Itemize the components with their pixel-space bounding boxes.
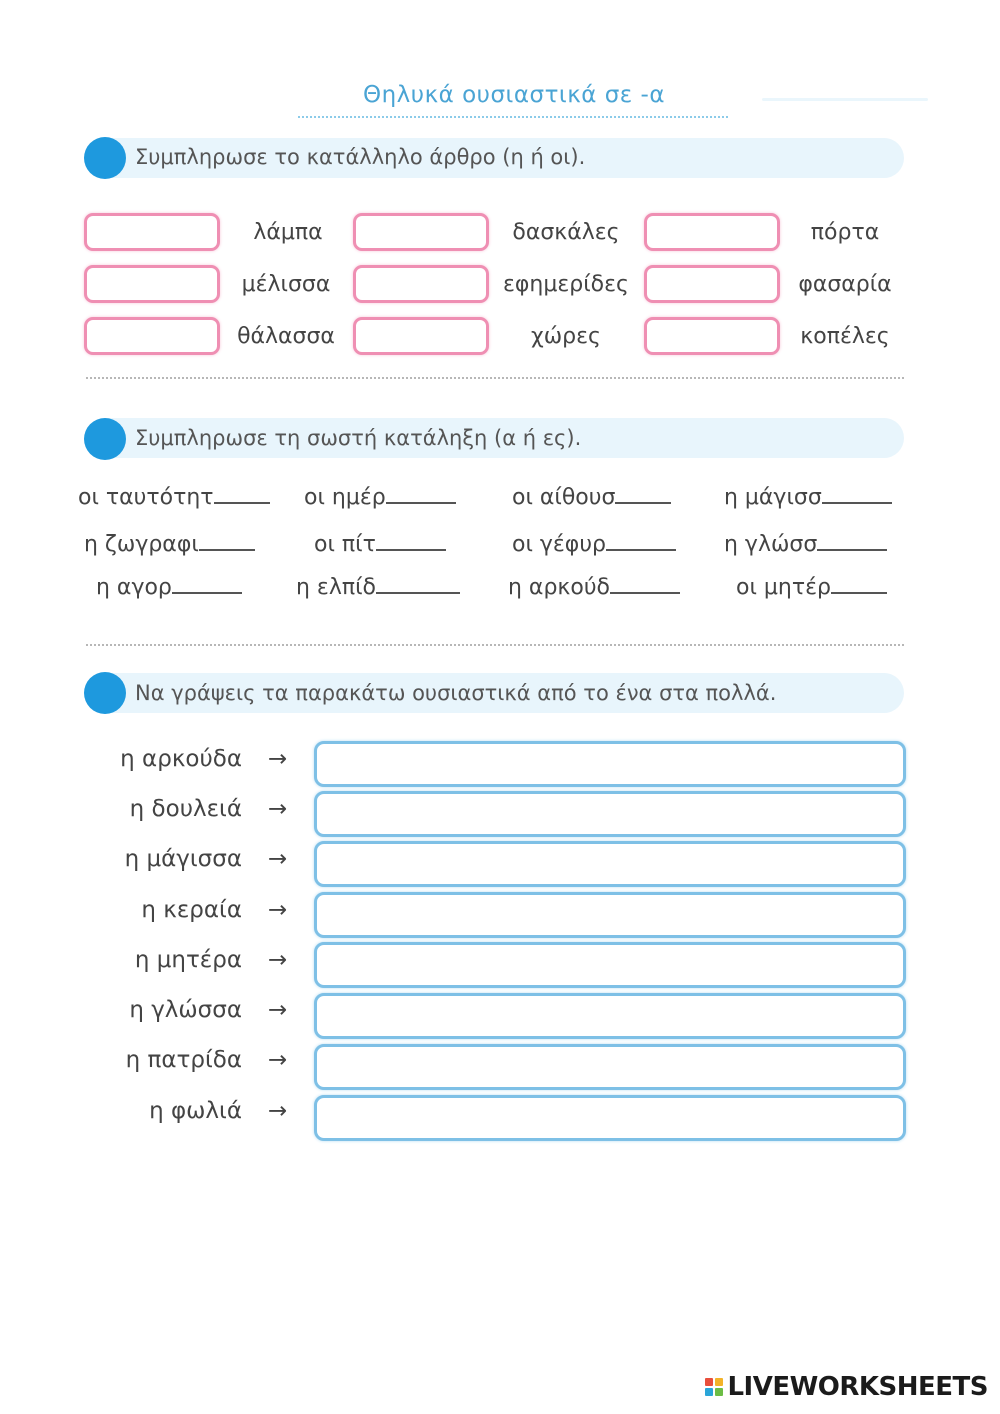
ending-blank[interactable] [214,484,270,504]
plural-source-word: η δουλειά [129,796,242,822]
ending-word: η αγορ [96,575,172,600]
section1-word: πόρτα [810,220,880,245]
article-input-9[interactable] [644,317,780,355]
article-input-4[interactable] [84,265,220,303]
plural-answer-input-1[interactable] [314,741,906,787]
section3-instruction: Να γράψεις τα παρακάτω ουσιαστικά από το ένα στα πολλά. [135,681,777,705]
article-input-7[interactable] [84,317,220,355]
plural-answer-input-5[interactable] [314,942,906,988]
ending-blank[interactable] [172,574,242,594]
ending-item [296,574,460,600]
ending-item [724,484,892,510]
arrow-right-icon: → [268,796,288,822]
article-input-1[interactable] [84,213,220,251]
ending-blank[interactable] [386,484,456,504]
plural-answer-input-8[interactable] [314,1095,906,1141]
arrow-right-icon: → [268,746,288,772]
section1-word: κοπέλες [800,324,890,349]
section1-instruction: Συμπληρωσε το κατάλληλο άρθρο (η ή οι). [135,145,586,169]
section2-bullet-icon [84,418,126,460]
arrow-right-icon: → [268,1047,288,1073]
ending-blank[interactable] [376,531,446,551]
article-input-5[interactable] [353,265,489,303]
title-decoration [762,98,928,101]
article-input-2[interactable] [353,213,489,251]
ending-blank[interactable] [831,574,887,594]
ending-item [96,574,242,600]
plural-source-word: η μητέρα [134,947,242,973]
arrow-right-icon: → [268,997,288,1023]
plural-source-word: η αρκούδα [120,746,242,772]
ending-word: οι ταυτότητ [78,485,214,510]
ending-item [736,574,887,600]
ending-item [84,531,255,557]
arrow-right-icon: → [268,1098,288,1124]
section1-bullet-icon [84,137,126,179]
plural-answer-input-4[interactable] [314,892,906,938]
section1-word: θάλασσα [237,324,335,349]
ending-blank[interactable] [615,484,671,504]
liveworksheets-logo [705,1372,988,1402]
ending-item [304,484,456,510]
ending-word: η ζωγραφι [84,532,199,557]
title-underline [298,116,728,118]
ending-word: οι μητέρ [736,575,831,600]
ending-word: η γλώσσ [724,532,818,557]
plural-source-word: η φωλιά [149,1098,242,1124]
plural-answer-input-6[interactable] [314,993,906,1039]
section-divider [86,377,904,379]
ending-item [78,484,270,510]
ending-blank[interactable] [817,531,887,551]
page-title: Θηλυκά ουσιαστικά σε -α [362,82,666,108]
ending-word: οι ημέρ [304,485,386,510]
plural-source-word: η γλώσσα [129,997,242,1023]
brand-name: LIVEWORKSHEETS [727,1372,988,1402]
section1-word: εφημερίδες [503,272,629,297]
ending-item [314,531,446,557]
arrow-right-icon: → [268,846,288,872]
ending-word: οι αίθουσ [512,485,616,510]
section1-word: δασκάλες [512,220,620,245]
ending-word: η μάγισσ [724,485,822,510]
plural-source-word: η κεραία [141,897,242,923]
section1-word: φασαρία [798,272,892,297]
ending-item [512,484,671,510]
ending-word: η αρκούδ [508,575,611,600]
ending-blank[interactable] [199,531,255,551]
section3-bullet-icon [84,672,126,714]
section1-word: μέλισσα [241,272,331,297]
plural-source-word: η μάγισσα [124,846,242,872]
plural-answer-input-3[interactable] [314,841,906,887]
ending-item [512,531,676,557]
section1-word: λάμπα [253,220,323,245]
ending-blank[interactable] [376,574,460,594]
ending-blank[interactable] [610,574,680,594]
ending-word: οι γέφυρ [512,532,607,557]
ending-item [724,531,887,557]
article-input-8[interactable] [353,317,489,355]
article-input-6[interactable] [644,265,780,303]
arrow-right-icon: → [268,947,288,973]
plural-answer-input-2[interactable] [314,791,906,837]
plural-answer-input-7[interactable] [314,1044,906,1090]
plural-source-word: η πατρίδα [125,1047,242,1073]
arrow-right-icon: → [268,897,288,923]
ending-word: η ελπίδ [296,575,376,600]
section1-word: χώρες [531,324,601,349]
liveworksheets-mark-icon [705,1378,723,1396]
ending-blank[interactable] [606,531,676,551]
ending-blank[interactable] [822,484,892,504]
ending-word: οι πίτ [314,532,376,557]
article-input-3[interactable] [644,213,780,251]
section2-instruction: Συμπληρωσε τη σωστή κατάληξη (α ή ες). [135,426,582,450]
section-divider [86,644,904,646]
ending-item [508,574,680,600]
